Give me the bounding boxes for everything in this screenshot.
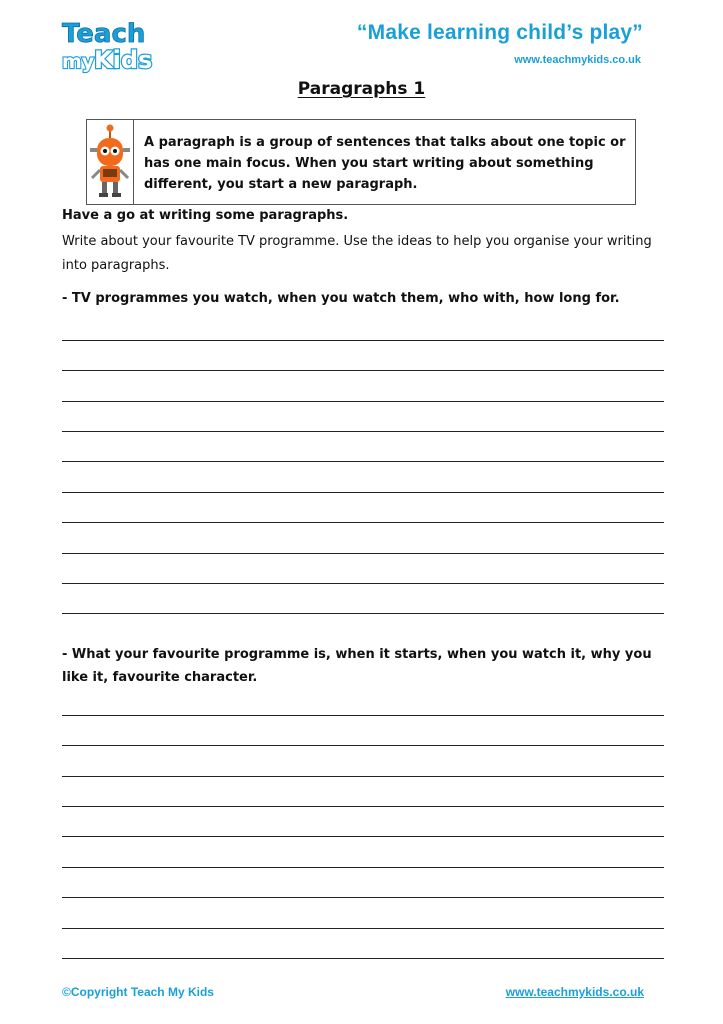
footer-website-link[interactable]: www.teachmykids.co.uk [505, 985, 644, 999]
svg-text:my: my [62, 51, 95, 73]
prompt-2: - What your favourite programme is, when it starts, when you watch it, why you like it, favourite character. [62, 647, 652, 685]
writing-line[interactable] [62, 522, 664, 523]
writing-line[interactable] [62, 492, 664, 493]
writing-line[interactable] [62, 897, 664, 898]
writing-line[interactable] [62, 340, 664, 341]
writing-line[interactable] [62, 431, 664, 432]
writing-line[interactable] [62, 867, 664, 868]
footer-copyright: ©Copyright Teach My Kids [62, 985, 214, 999]
robot-icon [87, 124, 133, 200]
svg-text:Kids: Kids [94, 46, 153, 74]
writing-line[interactable] [62, 958, 664, 959]
definition-text: A paragraph is a group of sentences that talks about one topic or has one main focus. When you start writing about something different, you start a new paragraph. [144, 135, 626, 192]
writing-line[interactable] [62, 806, 664, 807]
intro-heading: Have a go at writing some paragraphs. [62, 208, 349, 223]
writing-line[interactable] [62, 401, 664, 402]
robot-cell [87, 120, 134, 204]
writing-line[interactable] [62, 583, 664, 584]
writing-line[interactable] [62, 745, 664, 746]
instruction-text: Write about your favourite TV programme. Use the ideas to help you organise your writing into paragraphs. [62, 234, 652, 273]
tagline: “Make learning child’s play” [356, 21, 643, 44]
definition-box [86, 119, 636, 205]
writing-line[interactable] [62, 461, 664, 462]
header-website-link[interactable]: www.teachmykids.co.uk [514, 54, 641, 66]
svg-text:Teach: Teach [62, 19, 146, 49]
writing-line[interactable] [62, 613, 664, 614]
teachmykids-logo [58, 16, 162, 74]
writing-line[interactable] [62, 836, 664, 837]
writing-line[interactable] [62, 715, 664, 716]
writing-line[interactable] [62, 928, 664, 929]
writing-line[interactable] [62, 553, 664, 554]
page-title: Paragraphs 1 [297, 79, 426, 99]
writing-line[interactable] [62, 370, 664, 371]
writing-line[interactable] [62, 776, 664, 777]
prompt-1: - TV programmes you watch, when you watch them, who with, how long for. [62, 291, 620, 306]
